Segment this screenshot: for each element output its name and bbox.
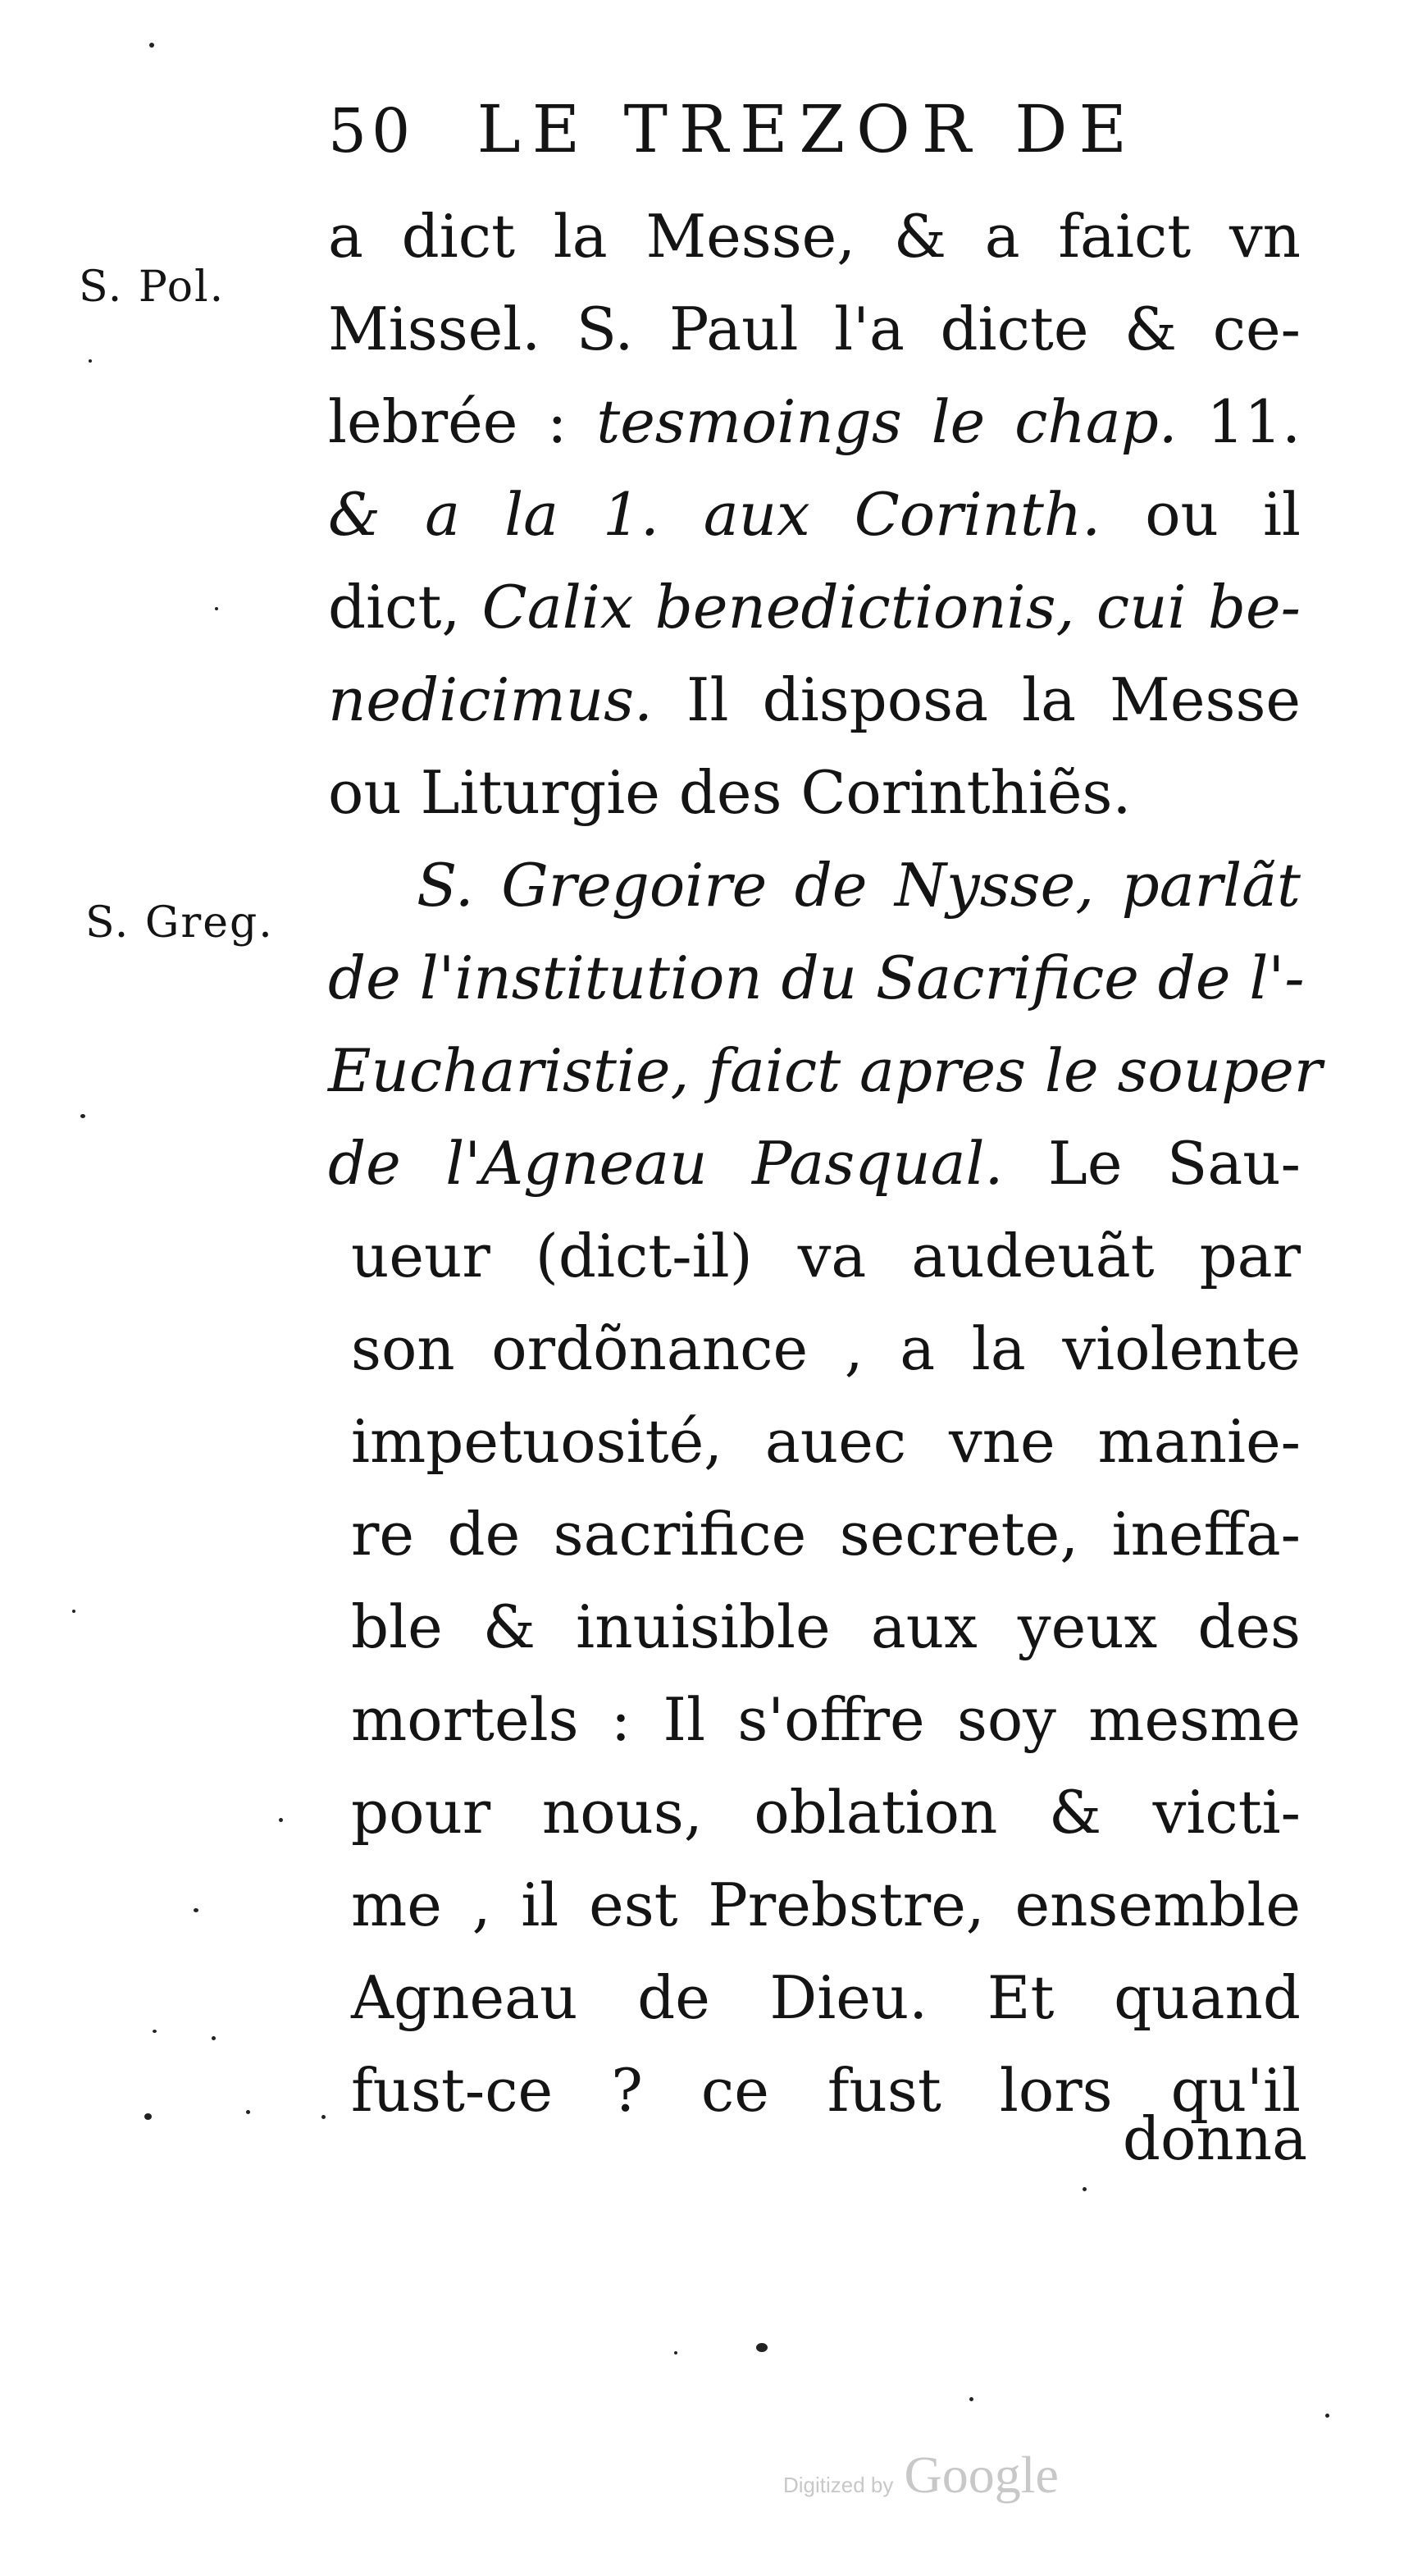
- text-line: [328, 1129, 1301, 1198]
- text-line: [351, 1963, 1301, 2032]
- italic-run: Calix benedictionis, cui be-: [481, 573, 1301, 642]
- ink-speck: [279, 1818, 283, 1822]
- italic-run: nedicimus.: [328, 665, 653, 734]
- italic-run: S. Gregoire de Nysse, parlãt: [417, 851, 1301, 920]
- ink-speck: [1083, 2187, 1087, 2191]
- text-line: [351, 1500, 1301, 1569]
- catchword: donna: [1122, 2104, 1307, 2173]
- ink-speck: [246, 2110, 250, 2114]
- text-line: [328, 573, 1301, 642]
- ink-speck: [149, 43, 154, 48]
- roman-run: son ordõnance , a la violente: [351, 1314, 1301, 1383]
- roman-run: fust-ce ? ce fust lors qu'il: [351, 2056, 1301, 2125]
- roman-run: me , il est Prebstre, ensemble: [351, 1870, 1301, 1939]
- page-number: 50: [328, 96, 416, 167]
- text-line: [328, 758, 1132, 827]
- running-header: [328, 91, 1138, 167]
- text-line: [417, 851, 1301, 920]
- roman-run: ou Liturgie des Corinthiẽs.: [328, 758, 1132, 827]
- roman-run: Il disposa la Messe: [652, 665, 1301, 734]
- text-line: [351, 1407, 1301, 1476]
- roman-run: Agneau de Dieu. Et quand: [351, 1963, 1301, 2032]
- text-line: [328, 1036, 1323, 1105]
- text-line: [351, 1685, 1301, 1754]
- ink-speck: [674, 2351, 677, 2354]
- roman-run: lebrée :: [328, 387, 597, 456]
- roman-run: 11.: [1177, 387, 1301, 456]
- text-line: [328, 387, 1301, 456]
- ink-speck: [153, 2030, 157, 2033]
- ink-speck: [212, 2036, 216, 2040]
- roman-run: a dict la Messe, & a faict vn: [328, 202, 1301, 271]
- digitized-watermark: [783, 2445, 1059, 2505]
- ink-speck: [1325, 2414, 1329, 2418]
- text-line: [328, 202, 1301, 271]
- margin-note-s-greg: S. Greg.: [85, 898, 274, 948]
- italic-run: & a la 1. aux Corinth.: [328, 480, 1101, 549]
- ink-speck: [72, 1610, 75, 1613]
- roman-run: impetuosité, auec vne manie-: [351, 1407, 1301, 1476]
- text-line: [328, 943, 1305, 1012]
- margin-note-s-pol: S. Pol.: [79, 263, 226, 312]
- ink-speck: [215, 607, 218, 610]
- italic-run: de l'institution du Sacrifice de l'-: [328, 943, 1305, 1012]
- ink-speck: [144, 2113, 152, 2120]
- text-line: [351, 1314, 1301, 1383]
- italic-run: Eucharistie, faict apres le souper: [328, 1036, 1323, 1105]
- text-line: [328, 665, 1301, 734]
- text-line: [351, 1592, 1301, 1661]
- watermark-prefix: Digitized by: [783, 2473, 894, 2497]
- roman-run: dict,: [328, 573, 482, 642]
- roman-run: ou il: [1101, 480, 1301, 549]
- text-line: [351, 1870, 1301, 1939]
- roman-run: re de sacrifice secrete, ineffa-: [351, 1500, 1301, 1569]
- ink-speck: [89, 359, 92, 363]
- google-logo: Google: [904, 2446, 1059, 2504]
- roman-run: pour nous, oblation & victi-: [351, 1778, 1301, 1847]
- running-title: LE TREZOR DE: [476, 91, 1138, 167]
- roman-run: ueur (dict-il) va audeuãt par: [351, 1222, 1301, 1290]
- ink-speck: [194, 1908, 198, 1912]
- ink-speck: [321, 2115, 326, 2119]
- ink-speck: [756, 2343, 768, 2352]
- text-line: [351, 1222, 1301, 1290]
- text-line: [328, 295, 1301, 363]
- text-line: [351, 1778, 1301, 1847]
- roman-run: Missel. S. Paul l'a dicte & ce-: [328, 295, 1301, 363]
- roman-run: mortels : Il s'offre soy mesme: [351, 1685, 1301, 1754]
- text-line: [328, 480, 1301, 549]
- italic-run: de l'Agneau Pasqual.: [328, 1129, 1004, 1198]
- ink-speck: [80, 1114, 85, 1118]
- ink-speck: [969, 2397, 973, 2401]
- roman-run: Le Sau-: [1003, 1129, 1301, 1198]
- roman-run: ble & inuisible aux yeux des: [351, 1592, 1301, 1661]
- italic-run: tesmoings le chap.: [596, 387, 1178, 456]
